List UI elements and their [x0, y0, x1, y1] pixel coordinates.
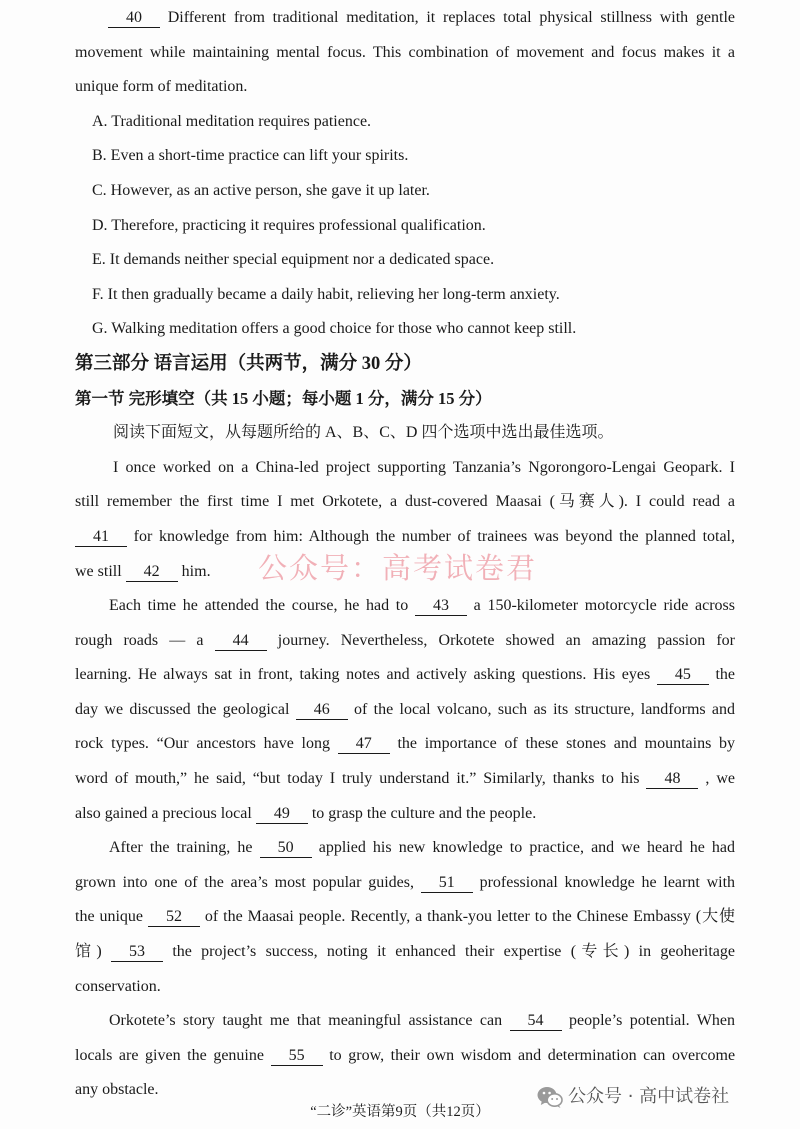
line-text: After the training, he [109, 839, 253, 857]
answer-blank-44: 44 [215, 633, 267, 651]
answer-blank-41: 41 [75, 529, 127, 547]
answer-blank-43: 43 [415, 598, 467, 616]
section-heading: 第一节 完形填空（共 15 小题；每小题 1 分，满分 15 分） [75, 388, 492, 408]
line-text: the importance of these stones and mountains by [397, 735, 736, 753]
line-text: the unique [75, 908, 144, 926]
passage-line [75, 451, 735, 486]
wechat-icon [537, 1085, 563, 1109]
line-text: locals are given the genuine [75, 1046, 264, 1064]
line-text: Orkotete’s story taught me that meaningful assistance can [109, 1012, 503, 1030]
option-a: A. Traditional meditation requires patience. [92, 112, 372, 130]
line-text: word of mouth,” he said, “but today I truly understand it.” Similarly, thanks to his [75, 770, 640, 788]
line-text: applied his new knowledge to practice, and we heard he had [318, 839, 735, 857]
option-e: E. It demands neither special equipment nor a dedicated space. [92, 251, 495, 269]
answer-blank-52: 52 [148, 909, 200, 927]
question-40-text: unique form of meditation. [75, 78, 248, 96]
line-text: of the local volcano, such as its structure, landforms and [354, 700, 736, 718]
answer-blank-47: 47 [338, 736, 390, 754]
answer-blank-50: 50 [260, 840, 312, 858]
part-heading: 第三部分 语言运用（共两节，满分 30 分） [75, 353, 422, 374]
passage-line [75, 935, 735, 970]
page-number-footer: “二诊”英语第9页（共12页） [310, 1104, 490, 1120]
passage-line [75, 866, 735, 901]
line-text: journey. Nevertheless, Orkotete showed an amazing passion for [277, 631, 736, 649]
option-c: C. However, as an active person, she gave it up later. [92, 181, 430, 199]
passage-line [75, 485, 735, 520]
option-f: F. It then gradually became a daily habit, relieving her long-term anxiety. [92, 285, 560, 303]
answer-blank-48: 48 [646, 771, 698, 789]
passage-line [75, 797, 735, 832]
line-text: 馆) [75, 943, 102, 961]
line-text: any obstacle. [75, 1081, 159, 1099]
account-label: 公众号 · 高中试卷社 [568, 1086, 730, 1107]
option-g: G. Walking meditation offers a good choice for those who cannot keep still. [92, 320, 577, 338]
passage-line [75, 1004, 735, 1039]
answer-blank-45: 45 [657, 667, 709, 685]
answer-blank-51: 51 [421, 875, 473, 893]
line-text: , we [705, 770, 736, 788]
option-d: D. Therefore, practicing it requires professional qualification. [92, 216, 486, 234]
line-text: rock types. “Our ancestors have long [75, 735, 330, 753]
line-text: for knowledge from him: Although the number of trainees was beyond the planned total, [133, 527, 736, 545]
answer-blank-42: 42 [126, 564, 178, 582]
passage-line [75, 762, 735, 797]
passage-line [75, 1039, 735, 1074]
question-40-line [75, 70, 735, 105]
passage-line [75, 624, 735, 659]
passage-line [75, 589, 735, 624]
line-text: rough roads — a [75, 631, 204, 649]
passage-line [75, 900, 735, 935]
answer-blank-55: 55 [271, 1048, 323, 1066]
question-40-line [75, 36, 735, 71]
passage-line [75, 727, 735, 762]
instructions: 阅读下面短文，从每题所给的 A、B、C、D 四个选项中选出最佳选项。 [113, 424, 614, 442]
line-text: grown into one of the area’s most popular guides, [75, 873, 414, 891]
line-text: learning. He always sat in front, taking notes and actively asking questions. His eyes [75, 666, 651, 684]
line-text: still remember the first time I met Orkotete, a dust-covered Maasai (马赛人). I could read a [75, 493, 735, 511]
answer-blank-49: 49 [256, 806, 308, 824]
line-text: to grasp the culture and the people. [311, 804, 537, 822]
line-text: the [715, 666, 736, 684]
answer-blank-54: 54 [510, 1013, 562, 1031]
question-40-text: movement while maintaining mental focus. This combination of movement and focus makes it a [75, 43, 735, 61]
passage-line [75, 693, 735, 728]
option-b: B. Even a short-time practice can lift your spirits. [92, 147, 409, 165]
line-text: him. [181, 562, 211, 580]
line-text: also gained a precious local [75, 804, 252, 822]
passage-line [75, 658, 735, 693]
line-text: I once worked on a China-led project supporting Tanzania’s Ngorongoro-Lengai Geopark. I [113, 458, 735, 476]
line-text: Each time he attended the course, he had to [109, 597, 409, 615]
line-text: people’s potential. When [568, 1012, 736, 1030]
passage-line [75, 831, 735, 866]
line-text: professional knowledge he learnt with [479, 873, 736, 891]
watermark: 公众号：高考试卷君 [258, 551, 538, 585]
question-40-line [75, 1, 735, 36]
answer-blank-40: 40 [108, 10, 160, 28]
line-text: the project’s success, noting it enhanced their expertise (专长) in geoheritage [172, 943, 736, 961]
line-text: we still [75, 562, 122, 580]
answer-blank-46: 46 [296, 702, 348, 720]
line-text: to grow, their own wisdom and determination can overcome [329, 1046, 736, 1064]
line-text: conservation. [75, 977, 161, 995]
question-40-text: Different from traditional meditation, it replaces total physical stillness with gentle [167, 9, 735, 26]
line-text: a 150-kilometer motorcycle ride across [473, 597, 736, 615]
line-text: day we discussed the geological [75, 700, 290, 718]
answer-blank-53: 53 [111, 944, 163, 962]
passage-line [75, 970, 735, 1005]
line-text: of the Maasai people. Recently, a thank-you letter to the Chinese Embassy (大使 [204, 908, 736, 926]
